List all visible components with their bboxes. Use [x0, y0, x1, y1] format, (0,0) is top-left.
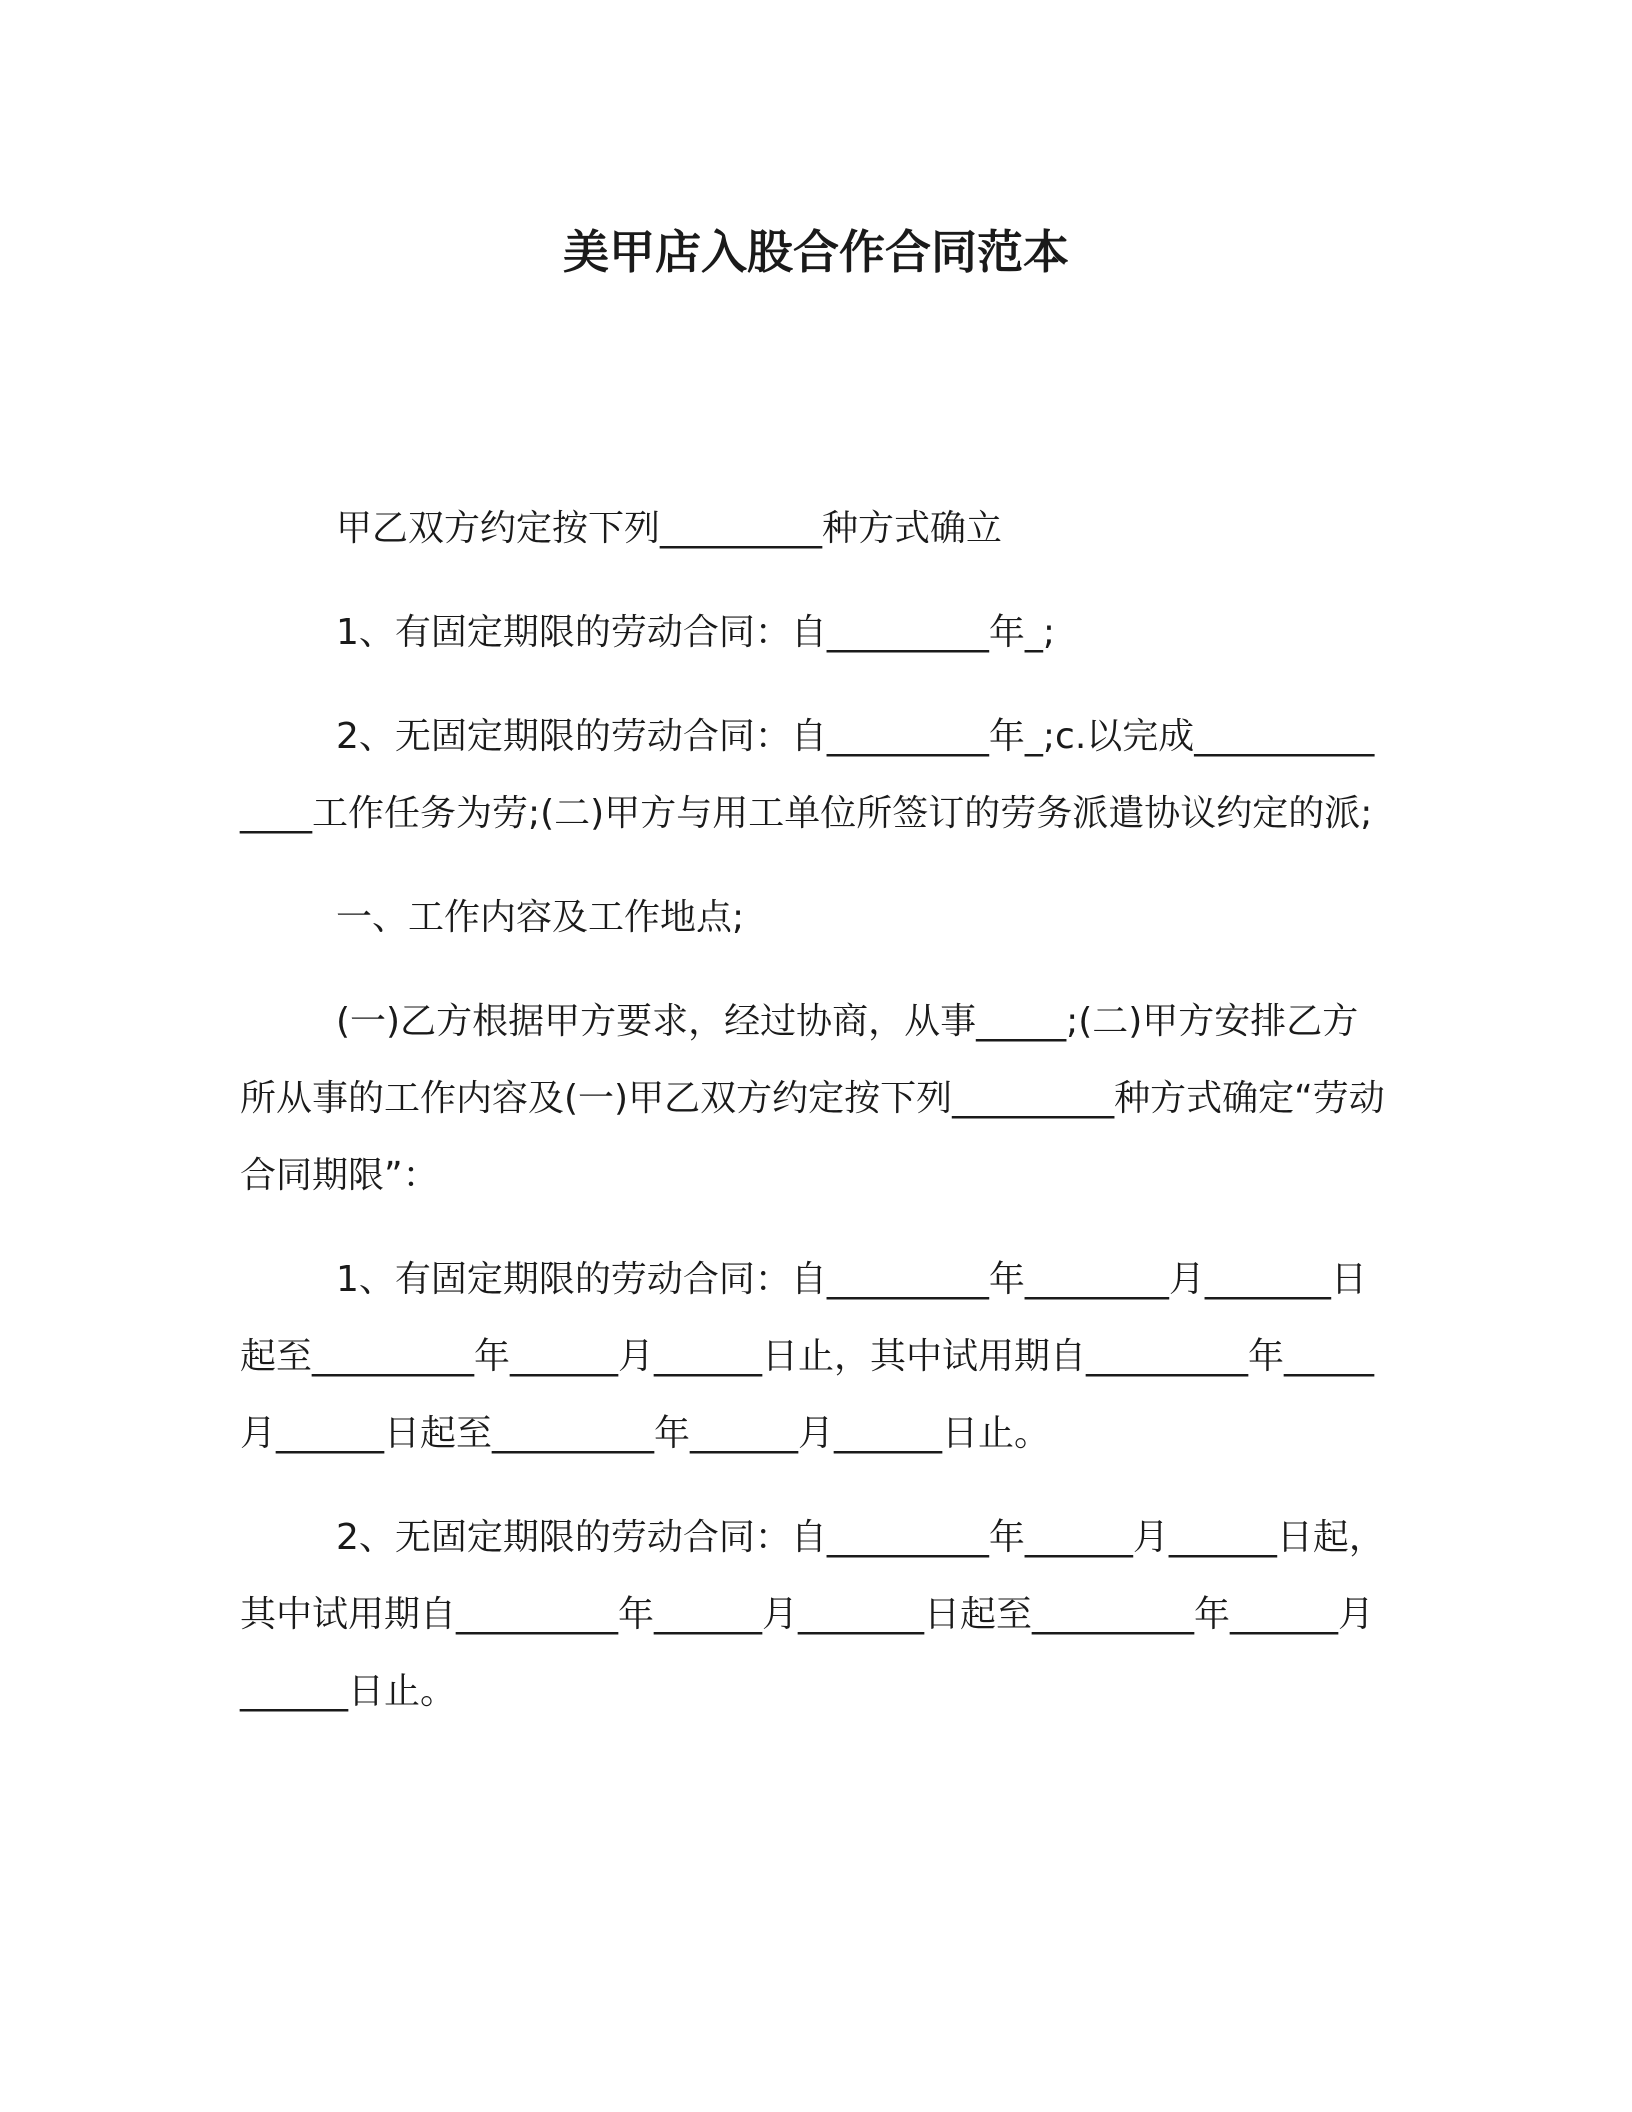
document-body [240, 490, 1390, 1757]
paragraph-fixed-term-full: 1、有固定期限的劳动合同：自_________年________月_______日起至_________年______月______日止，其中试用期自_________年_____月______日起至_________年______月______日止。 [240, 1259, 1375, 1454]
paragraph-fixed-term-short: 1、有固定期限的劳动合同：自_________年_; [336, 612, 1056, 653]
paragraph-open-term-short: 2、无固定期限的劳动合同：自_________年_;c.以完成______________工作任务为劳;(二)甲方与用工单位所签订的劳务派遣协议约定的派; [240, 716, 1375, 834]
document-title: 美甲店入股合作合同范本 [563, 225, 1069, 279]
paragraph-work-content: (一)乙方根据甲方要求，经过协商，从事_____;(二)甲方安排乙方所从事的工作内容及(一)甲乙双方约定按下列_________种方式确定“劳动合同期限”： [240, 1001, 1385, 1196]
paragraph-agreement-intro: 甲乙双方约定按下列_________种方式确立 [336, 508, 1003, 549]
paragraph-open-term-full: 2、无固定期限的劳动合同：自_________年______月______日起，其中试用期自_________年______月_______日起至_________年______月______日止。 [240, 1517, 1385, 1712]
paragraph-section-heading: 一、工作内容及工作地点; [336, 897, 745, 938]
